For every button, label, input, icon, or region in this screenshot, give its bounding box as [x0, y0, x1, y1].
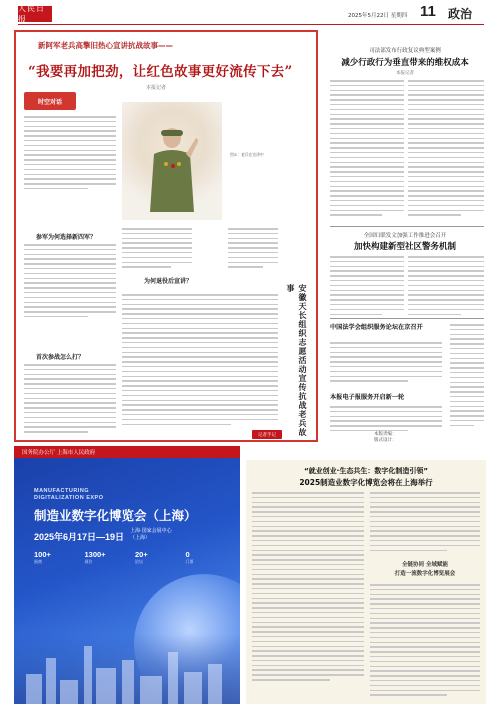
- lead-text-column-2: [24, 244, 116, 321]
- article-2-headline[interactable]: 减少行政行为垂直带来的维权成本: [341, 58, 469, 68]
- article-3-headline[interactable]: 加快构建新型社区警务机制: [353, 242, 456, 252]
- ad-stat: 100+ 展商: [34, 550, 51, 564]
- ad-stats: [34, 550, 230, 565]
- divider: [330, 318, 484, 319]
- article-3-text-col-1: [330, 256, 404, 318]
- lead-subhead-3: 为何退役后宣讲？: [144, 278, 193, 285]
- expo-news-subhead-1: 全链协同 全域赋能: [402, 562, 448, 568]
- reporter-note-mark: 记者手记: [252, 430, 282, 439]
- page-number: 11: [420, 3, 436, 20]
- ad-organizers: 国务院办公厅 上海市人民政府: [22, 450, 96, 456]
- expo-news-title-2[interactable]: 2025制造业数字化博览会将在上海举行: [299, 478, 433, 487]
- ad-skyline: [14, 634, 240, 704]
- series-badge: 时空对话: [24, 92, 76, 110]
- expo-news-title-1[interactable]: “就业创业·生态共生：数字化制造引领”: [304, 467, 428, 475]
- lead-subhead-1: 参军为何选择新四军？: [36, 234, 97, 241]
- lead-headline[interactable]: “我要再加把劲，让红色故事更好流传下去”: [28, 64, 293, 80]
- ad-venue: 上海·国家会展中心 （上海）: [130, 528, 172, 541]
- expo-news-text-col-1: [252, 492, 364, 684]
- article-3-kicker: 全国妇联发文加强工作推进会召开: [363, 233, 447, 239]
- article-2-kicker: 司法部发布行政复议典型案例: [369, 48, 441, 54]
- newspaper-logo: 人民日报: [18, 6, 52, 22]
- ad-title: 制造业数字化博览会（上海）: [34, 508, 197, 523]
- ad-english-title: MANUFACTURING DIGITALIZATION EXPO: [34, 488, 104, 501]
- article-2-byline: 本报记者: [396, 71, 414, 76]
- article-2-text-col-1: [330, 80, 404, 219]
- ad-date: 2025年6月17日—19日: [34, 532, 125, 542]
- article-5-headline[interactable]: 本报电子报服务开启新一轮: [330, 394, 405, 401]
- expo-news-text-col-2: [370, 492, 480, 554]
- lead-sidebar-headline[interactable]: 安徽天长组织志愿活动宣传抗战老兵故事: [286, 284, 307, 437]
- masthead-rule: [18, 24, 484, 25]
- article-5-text: [330, 406, 442, 435]
- publication-date: 2025年5月22日 星期四: [348, 13, 408, 19]
- ad-stat: 1300+ 展位: [84, 550, 106, 564]
- lead-text-column-5: [122, 294, 278, 428]
- ad-stat: 20+ 论坛: [135, 550, 148, 564]
- divider: [330, 226, 484, 227]
- right-sidebar-text: [450, 324, 484, 430]
- lead-article[interactable]: [14, 30, 318, 442]
- lead-text-column-4: [122, 228, 192, 271]
- lead-kicker: 新阿军老兵高擎旧热心宣讲抗战故事——: [38, 41, 173, 50]
- lead-text-column-6: [228, 228, 278, 271]
- editors-credit: 本版责编： 版式设计：: [374, 432, 397, 443]
- photo-caption: 图①：老兵在宣讲中: [230, 152, 264, 157]
- expo-news-text-col-3: [370, 584, 480, 699]
- lead-text-column-1: [24, 116, 116, 193]
- article-3-text-col-2: [408, 256, 484, 318]
- article-4-text: [330, 342, 442, 385]
- lead-subhead-2: 首次参战怎么打？: [36, 354, 85, 361]
- article-4-headline[interactable]: 中国法学会组织服务论坛在京召开: [330, 324, 423, 331]
- lead-text-column-3: [24, 364, 116, 436]
- lead-byline: 本报记者: [146, 85, 167, 91]
- expo-news-subhead-2: 打造一流数字化博览展会: [394, 571, 456, 577]
- veteran-figure: [146, 124, 198, 212]
- ad-stat: 0 门票: [185, 550, 194, 564]
- expo-advertisement[interactable]: [14, 446, 240, 704]
- article-2-text-col-2: [408, 80, 484, 219]
- veteran-photo: [122, 102, 222, 220]
- section-title: 政治: [448, 7, 473, 21]
- masthead: [0, 0, 496, 28]
